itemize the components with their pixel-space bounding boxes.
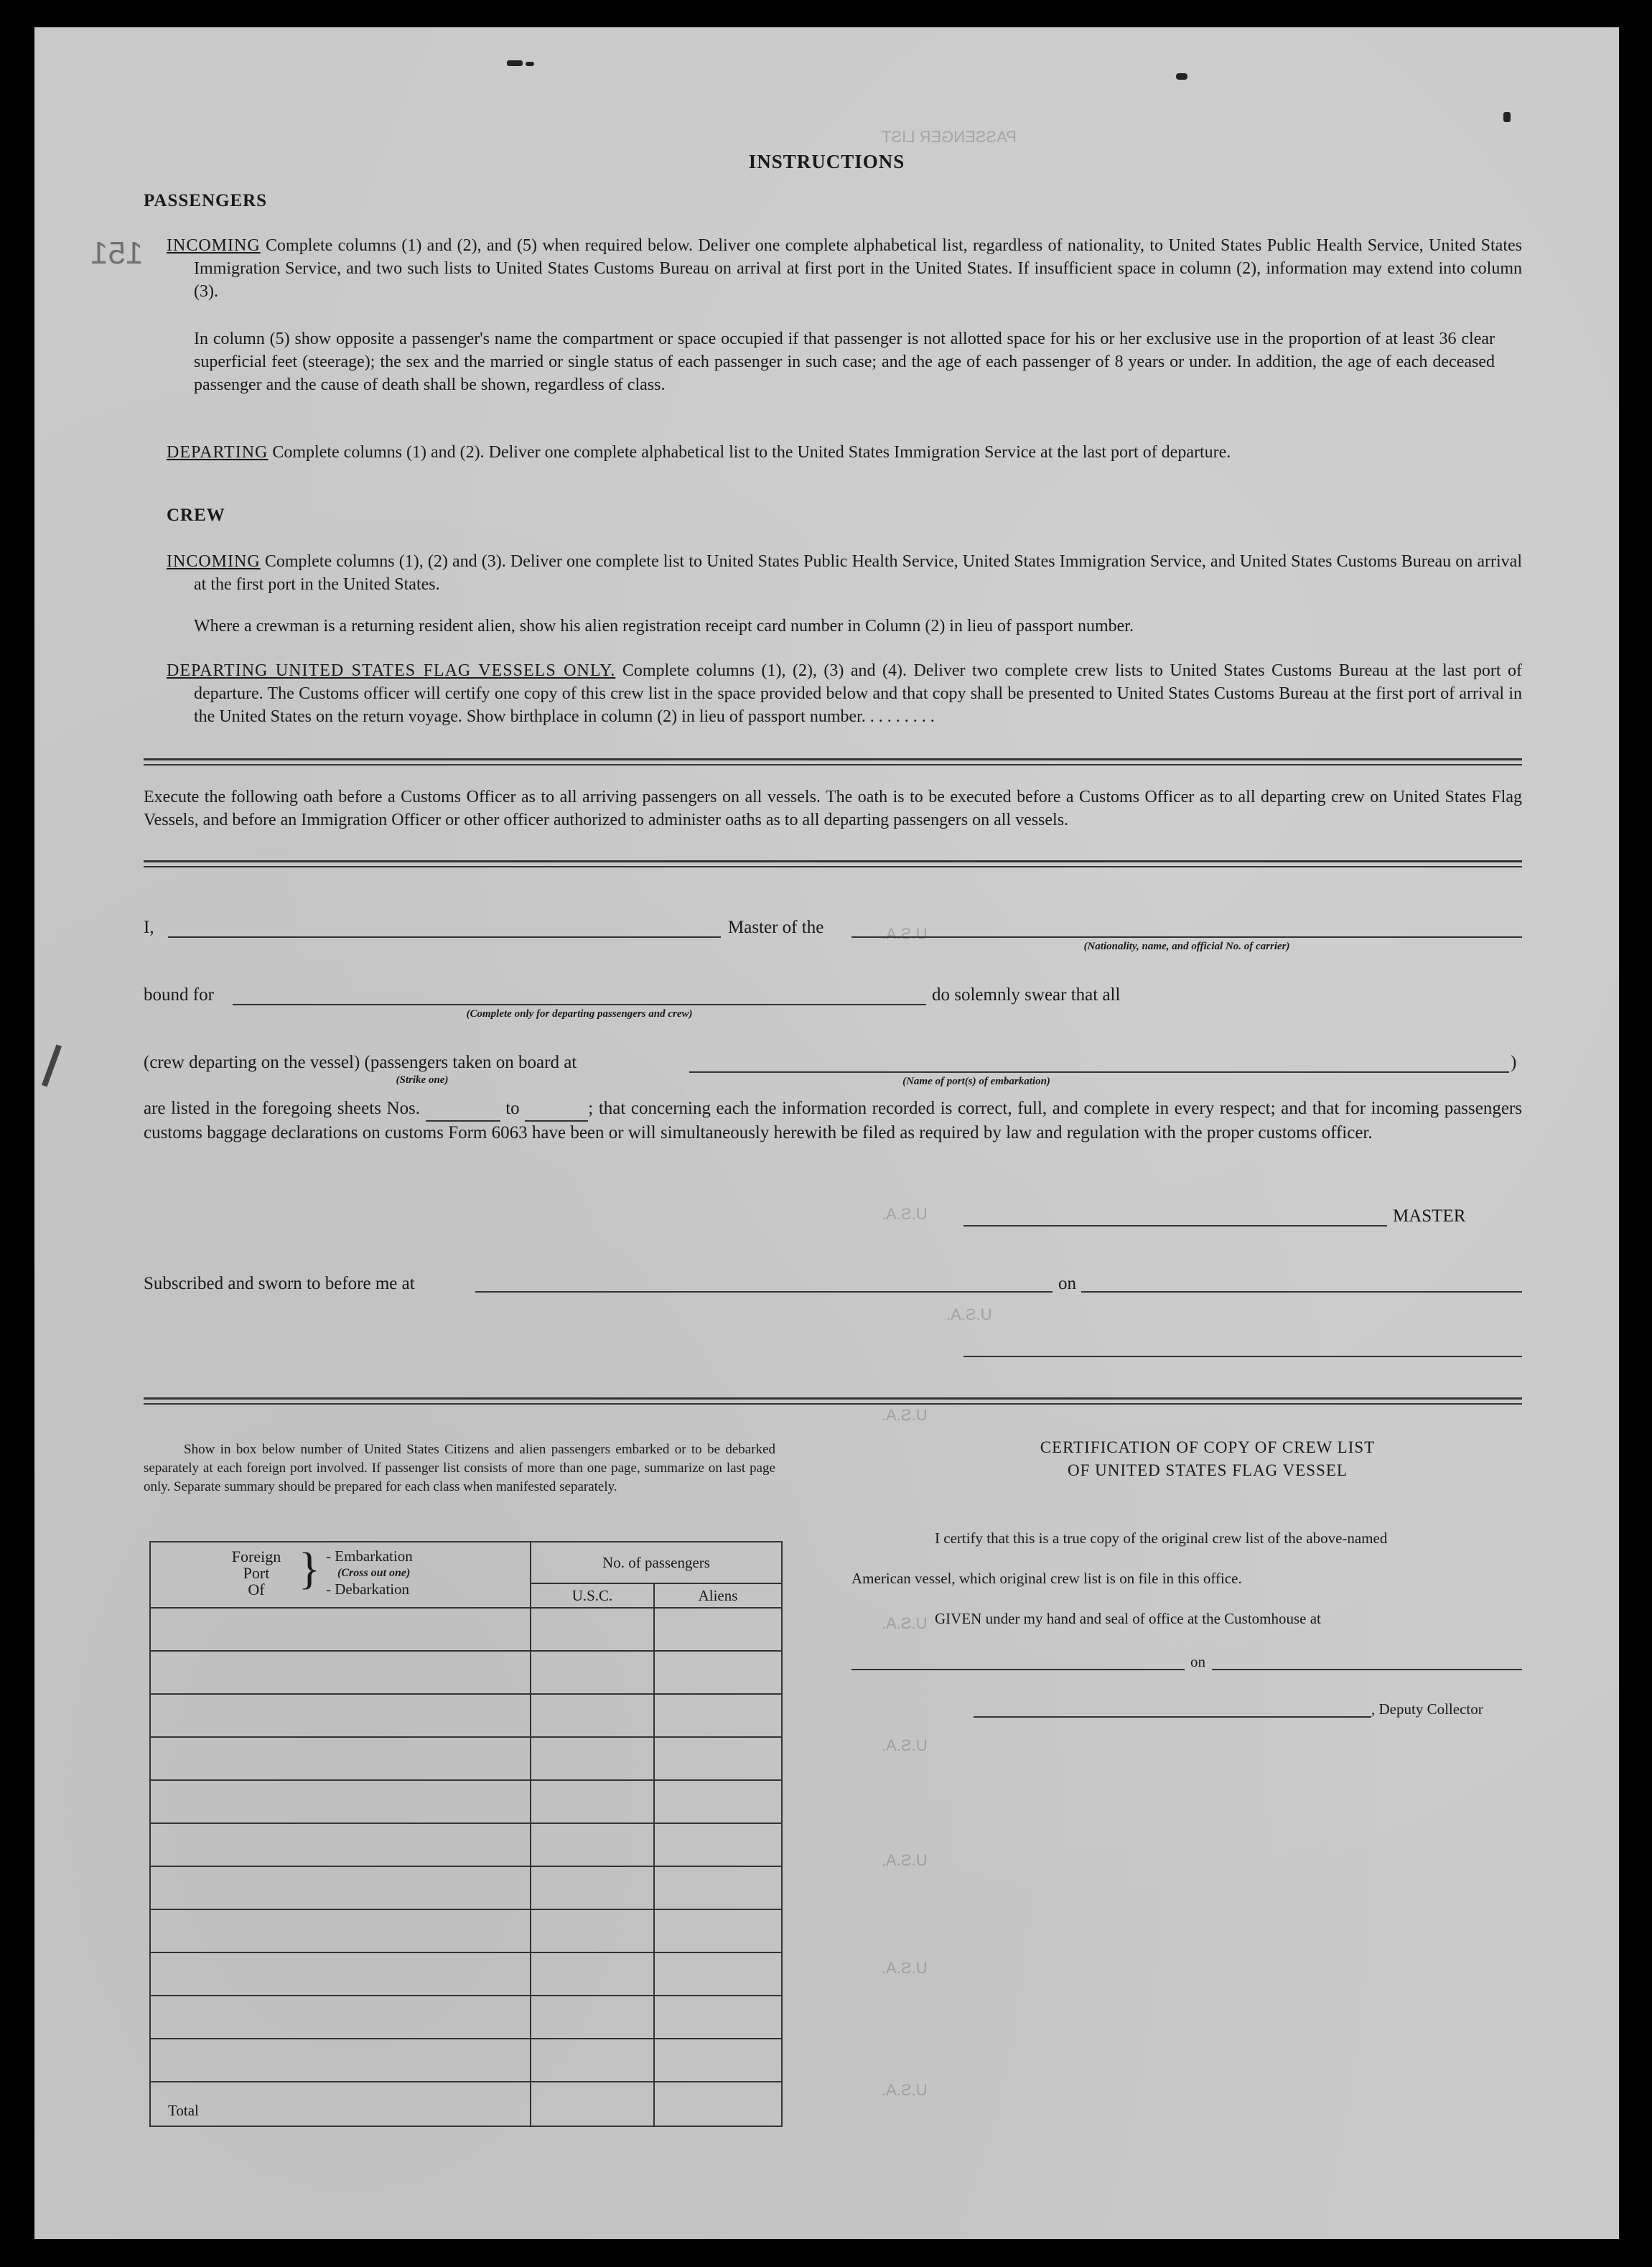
sworn-date-field[interactable] (1081, 1291, 1522, 1293)
port-cell[interactable] (150, 1866, 531, 1909)
usc-cell[interactable] (531, 1608, 654, 1651)
aliens-cell[interactable] (654, 1909, 782, 1952)
summary-row (150, 1651, 782, 1694)
aliens-header: Aliens (654, 1583, 782, 1608)
usc-cell[interactable] (531, 1694, 654, 1737)
departing-text: Complete columns (1) and (2). Deliver one complete alphabetical list to the United States Immigration Service at the last port of departure. (272, 443, 1231, 462)
embarkation-ports-field[interactable] (689, 1071, 1509, 1073)
deputy-collector-signature-field[interactable] (974, 1716, 1371, 1718)
certification-title-line-2: OF UNITED STATES FLAG VESSEL (1068, 1461, 1348, 1479)
port-cell[interactable] (150, 1780, 531, 1823)
passengers-incoming-paragraph (167, 234, 1522, 303)
ports-caption: (Name of port(s) of embarkation) (902, 1076, 1050, 1087)
resident-alien-paragraph: Where a crewman is a returning resident alien, show his alien registration receipt card number in Column (2) in lieu of passport number. (194, 617, 1134, 636)
bleed-through-header: PASSENGER LIST (882, 128, 1017, 146)
usc-cell[interactable] (531, 1866, 654, 1909)
oath-instructions: Execute the following oath before a Customs Officer as to all arriving passengers on all vessels. The oath is to be executed before a Customs Officer as to all departing crew on United States Flag Vessels, and before an Immigration Officer or other officer authorized to administer oaths as to all departing passengers on all vessels. (144, 788, 1522, 829)
sworn-on-label: on (1058, 1274, 1076, 1293)
master-name-field[interactable] (168, 936, 721, 938)
port-header (150, 1542, 531, 1608)
crew-departing-strike-label: (crew departing on the vessel) (passengers taken on board at (144, 1053, 577, 1072)
oath-i-label: I, (144, 918, 154, 937)
bound-for-caption: (Complete only for departing passengers and crew) (466, 1008, 693, 1020)
embark-options (326, 1548, 413, 1598)
scan-speck (526, 62, 534, 66)
close-paren: ) (1511, 1053, 1517, 1072)
bleed-through-text: U.S.A. (882, 1205, 928, 1223)
port-cell[interactable] (150, 1737, 531, 1780)
bleed-through-text: U.S.A. (882, 1736, 928, 1754)
document-page (34, 27, 1619, 2239)
summary-row (150, 1909, 782, 1952)
given-text: GIVEN under my hand and seal of office at the Customhouse at (935, 1610, 1321, 1627)
lower-divider (144, 1397, 1522, 1405)
crew-departing-paragraph (167, 659, 1522, 728)
aliens-cell[interactable] (654, 1694, 782, 1737)
summary-row (150, 1608, 782, 1651)
summary-row (150, 1737, 782, 1780)
port-cell[interactable] (150, 1909, 531, 1952)
page-title: INSTRUCTIONS (748, 151, 905, 172)
scan-speck (507, 60, 523, 66)
aliens-cell[interactable] (654, 2039, 782, 2082)
master-signature-field[interactable] (963, 1225, 1387, 1226)
usc-cell[interactable] (531, 2039, 654, 2082)
crew-departing-text: Complete columns (1), (2), (3) and (4). Deliver two complete crew lists to United States Customs Bureau at the last port of departure. The Customs officer will certify one copy of this crew list in the space provided below and that copy shall be presented to United States Customs Bureau at the first port of arrival in the United States on the return voyage. Show birthplace in column (2) in lieu of passport number. . . . . . . . . (194, 661, 1522, 726)
column5-paragraph: In column (5) show opposite a passenger's name the compartment or space occupied if that passenger is not allotted space for his or her exclusive use in the proportion of at least 36 clear superficial feet (steerage); the sex and the married or single status of each passenger in such case; and the age of each passenger of 8 years or under. In addition, the age of each deceased passenger and the cause of death shall be shown, regardless of class. (194, 330, 1495, 394)
summary-row (150, 1866, 782, 1909)
embarkation-option: - Embarkation (326, 1547, 413, 1565)
of-label: Of (248, 1581, 265, 1598)
sheets-label: are listed in the foregoing sheets Nos. (144, 1099, 421, 1118)
to-label: to (505, 1099, 520, 1118)
crew-incoming-text: Complete columns (1), (2) and (3). Deliver one complete list to United States Public Health Service, United States Immigration Service, and United States Customs Bureau on arrival at the first port in the United States. (194, 552, 1522, 594)
master-of-label: Master of the (728, 918, 824, 937)
scan-speck (1176, 73, 1187, 80)
summary-note: Show in box below number of United States Citizens and alien passengers embarked or to be debarked separately at each foreign port involved. If passenger list consists of more than one page, summarize on last page only. Separate summary should be prepared for each class when manifested separately. (144, 1442, 775, 1494)
usc-cell[interactable] (531, 1909, 654, 1952)
solemnly-swear-label: do solemnly swear that all (932, 985, 1121, 1005)
certify-date-field[interactable] (1212, 1669, 1522, 1670)
customhouse-field[interactable] (851, 1669, 1185, 1670)
summary-row (150, 2039, 782, 2082)
total-label: Total (150, 2082, 531, 2126)
certify-text-2: American vessel, which original crew list is on file in this office. (851, 1570, 1242, 1587)
aliens-cell[interactable] (654, 1823, 782, 1866)
scan-speck (42, 1044, 62, 1086)
sheet-from-field[interactable] (426, 1097, 500, 1122)
aliens-cell[interactable] (654, 1608, 782, 1651)
passengers-departing-paragraph (167, 441, 1522, 464)
total-aliens-cell[interactable] (654, 2082, 782, 2126)
bleed-through-text: U.S.A. (882, 1614, 928, 1632)
sheets-paragraph (144, 1097, 1522, 1145)
summary-row (150, 1694, 782, 1737)
aliens-cell[interactable] (654, 1996, 782, 2039)
usc-cell[interactable] (531, 1996, 654, 2039)
usc-header: U.S.C. (531, 1583, 654, 1608)
deputy-collector-label: , Deputy Collector (1371, 1700, 1483, 1718)
crew-departing-label: DEPARTING UNITED STATES FLAG VESSELS ONLY. (167, 661, 616, 680)
summary-row (150, 1952, 782, 1996)
certification-title-line-1: CERTIFICATION OF COPY OF CREW LIST (1040, 1438, 1376, 1456)
bleed-through-text: U.S.A. (882, 1406, 928, 1424)
summary-rows (150, 1608, 782, 2082)
total-usc-cell[interactable] (531, 2082, 654, 2126)
incoming-label: INCOMING (167, 236, 261, 255)
sheets-rest-text: ; that concerning each the information recorded is correct, full, and complete in every respect; and that for incoming passengers customs baggage declarations on customs Form 6063 have been or will simultaneously herewith be filed as required by law and regulation with the proper customs officer. (144, 1099, 1522, 1142)
usc-cell[interactable] (531, 1823, 654, 1866)
aliens-cell[interactable] (654, 1737, 782, 1780)
cross-out-caption: (Cross out one) (337, 1567, 411, 1579)
usc-cell[interactable] (531, 1780, 654, 1823)
foreign-label: Foreign (231, 1547, 281, 1565)
aliens-cell[interactable] (654, 1866, 782, 1909)
carrier-field[interactable] (851, 936, 1522, 938)
sheet-to-field[interactable] (525, 1097, 588, 1122)
port-cell[interactable] (150, 1996, 531, 2039)
bleed-through-text: U.S.A. (882, 925, 928, 943)
port-cell[interactable] (150, 1651, 531, 1694)
foreign-port-label (217, 1548, 296, 1598)
port-cell[interactable] (150, 1823, 531, 1866)
bound-for-label: bound for (144, 985, 214, 1005)
bound-for-field[interactable] (233, 1004, 926, 1005)
bleed-through-text: U.S.A. (946, 1305, 992, 1323)
crew-incoming-label: INCOMING (167, 552, 261, 571)
scan-speck (1503, 112, 1511, 122)
sworn-location-field[interactable] (475, 1291, 1053, 1293)
bleed-through-text: U.S.A. (882, 1959, 928, 1977)
usc-cell[interactable] (531, 1651, 654, 1694)
summary-row (150, 1780, 782, 1823)
summary-row (150, 1996, 782, 2039)
port-cell[interactable] (150, 1694, 531, 1737)
crew-incoming-paragraph (167, 550, 1522, 596)
summary-row (150, 1823, 782, 1866)
no-passengers-header: No. of passengers (531, 1542, 782, 1583)
port-label: Port (243, 1564, 270, 1582)
usc-cell[interactable] (531, 1737, 654, 1780)
certify-on-label: on (1190, 1653, 1205, 1670)
departing-label: DEPARTING (167, 443, 269, 462)
crew-heading: CREW (167, 506, 225, 525)
port-cell[interactable] (150, 1952, 531, 1996)
bleed-through-text: U.S.A. (882, 2081, 928, 2099)
debarkation-option: - Debarkation (326, 1581, 410, 1598)
aliens-cell[interactable] (654, 1952, 782, 1996)
port-cell[interactable] (150, 2039, 531, 2082)
strike-one-caption: (Strike one) (396, 1074, 449, 1086)
aliens-cell[interactable] (654, 1651, 782, 1694)
officer-signature-field[interactable] (963, 1356, 1522, 1357)
passengers-heading: PASSENGERS (144, 191, 268, 210)
brace-symbol: } (299, 1545, 320, 1593)
incoming-text: Complete columns (1) and (2), and (5) when required below. Deliver one complete alphabetical list, regardless of nationality, to United States Public Health Service, United States Immigration Service, and two such lists to United States Customs Bureau on arrival at first port in the United States. If insufficient space in column (2), information may extend into column (3). (194, 236, 1522, 301)
certification-title (892, 1436, 1523, 1482)
oath-divider (144, 860, 1522, 867)
carrier-caption: (Nationality, name, and official No. of carrier) (1083, 941, 1290, 952)
margin-mark: 151 (90, 236, 144, 271)
usc-cell[interactable] (531, 1952, 654, 1996)
passenger-summary-table (149, 1541, 783, 2127)
bleed-through-text: U.S.A. (882, 1851, 928, 1869)
certify-text-1: I certify that this is a true copy of the original crew list of the above-named (935, 1530, 1388, 1547)
aliens-cell[interactable] (654, 1780, 782, 1823)
subscribed-label: Subscribed and sworn to before me at (144, 1274, 415, 1293)
master-label: MASTER (1393, 1206, 1466, 1226)
section-divider (144, 758, 1522, 765)
port-cell[interactable] (150, 1608, 531, 1651)
